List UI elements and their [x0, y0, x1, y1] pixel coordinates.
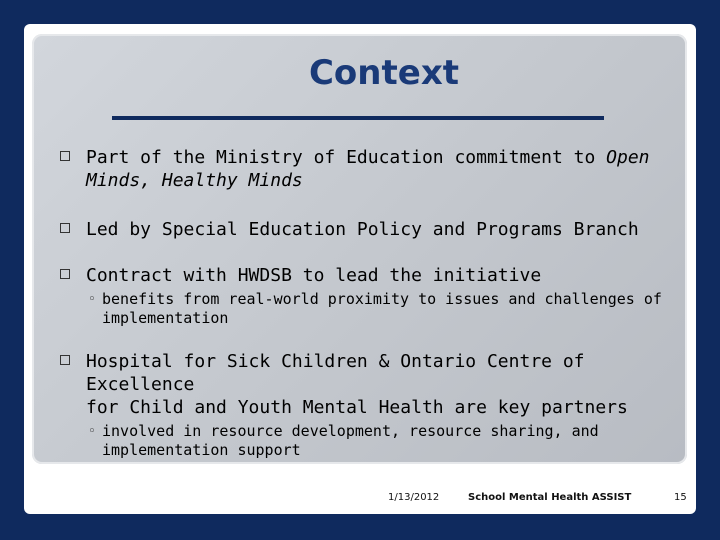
bullet-italic-text: Open [606, 147, 650, 168]
bullet-text: Part of the Ministry of Education commitment to [86, 147, 607, 168]
bullet-item [62, 350, 682, 460]
title-underline [112, 116, 604, 120]
bullet-text: Hospital for Sick Children & Ontario Centre of Excellence [86, 351, 585, 395]
sub-bullet-text: benefits from real-world proximity to issues and challenges of implementation [102, 290, 662, 327]
bullet-italic-text: Minds, Healthy Minds [86, 170, 303, 191]
square-bullet-icon [60, 151, 70, 161]
bullet-item [62, 264, 682, 328]
square-bullet-icon [60, 223, 70, 233]
bullet-item [62, 218, 639, 241]
slide-title: Context [308, 53, 459, 93]
sub-bullet [88, 290, 682, 328]
circle-bullet-icon: ◦ [88, 292, 96, 307]
bullet-text: Led by Special Education Policy and Programs Branch [86, 219, 639, 240]
sub-bullet-text: involved in resource development, resource sharing, and implementation support [102, 422, 599, 459]
bullet-text: for Child and Youth Mental Health are key partners [86, 397, 628, 418]
square-bullet-icon [60, 269, 70, 279]
bullet-item [62, 146, 650, 192]
sub-bullet [88, 422, 642, 460]
footer-organization: School Mental Health ASSIST [468, 492, 632, 503]
square-bullet-icon [60, 355, 70, 365]
slide-frame [24, 24, 696, 514]
footer-date: 1/13/2012 [388, 492, 440, 503]
circle-bullet-icon: ◦ [88, 424, 96, 439]
footer-page-number: 15 [674, 492, 687, 503]
bullet-text: Contract with HWDSB to lead the initiative [86, 265, 542, 286]
